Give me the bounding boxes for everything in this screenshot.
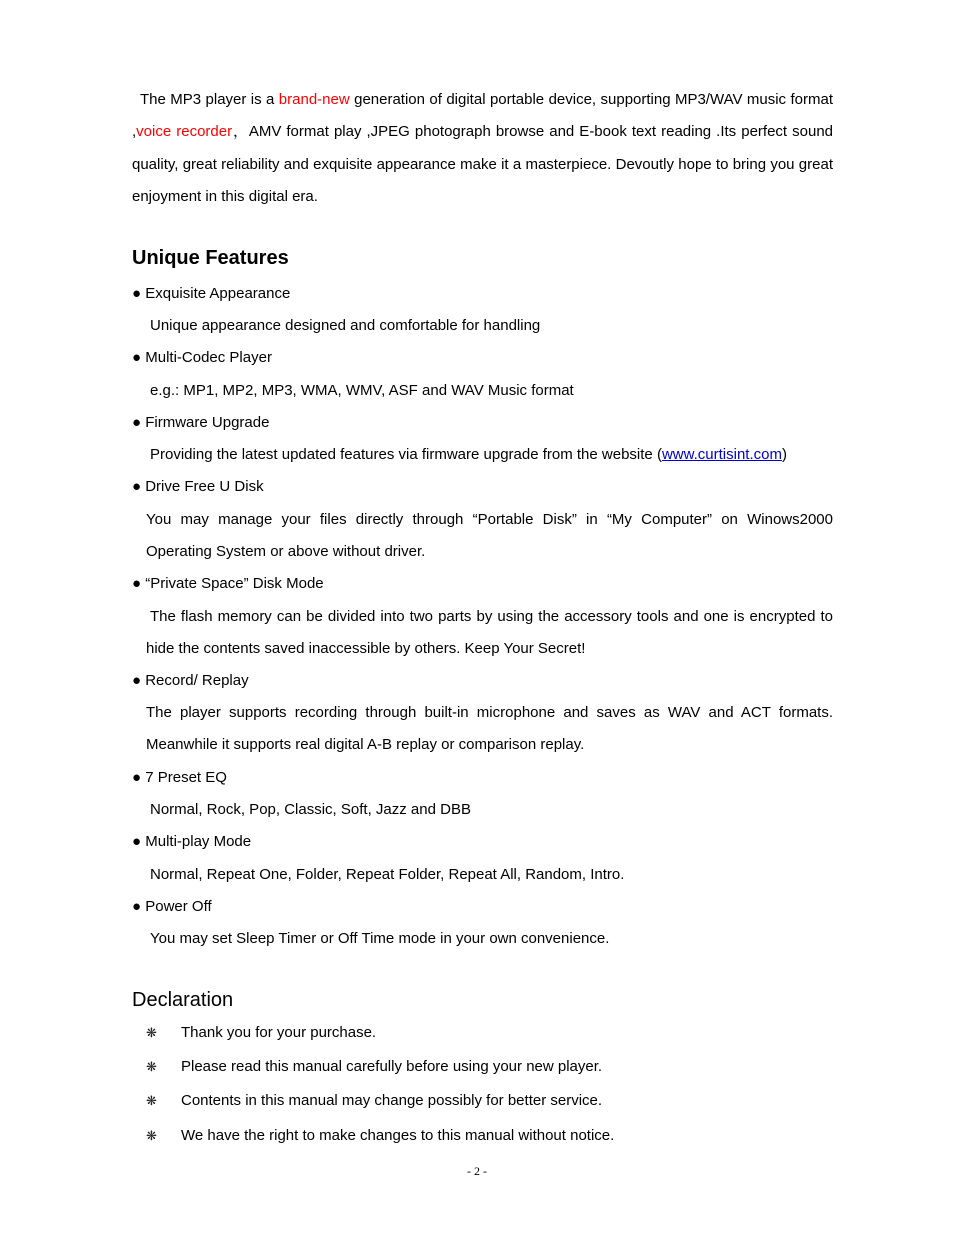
declaration-item: Thank you for your purchase. xyxy=(181,1024,377,1041)
feature-title: ● Multi-Codec Player xyxy=(132,349,272,366)
declaration-item: Please read this manual carefully before using your new player. xyxy=(181,1058,603,1075)
features-heading: Unique Features xyxy=(132,247,289,269)
feature-desc: The flash memory can be divided into two parts by using the accessory tools and one is encrypted to hide the contents saved inaccessible by others. Keep Your Secret! xyxy=(146,608,833,658)
intro-text-2: generation of digital portable device, supporting MP3/WAV music format , xyxy=(132,91,833,141)
star-bullet-icon: ❋ xyxy=(146,1059,157,1074)
feature-desc: You may set Sleep Timer or Off Time mode in your own convenience. xyxy=(150,930,610,947)
feature-title: ● Record/ Replay xyxy=(132,672,249,689)
intro-text-3: ，AMV format play ,JPEG photograph browse and E-book text reading .Its perfect sound quality, great reliability and exquisite appearance make it a masterpiece. Devoutly hope to bring you great enjoyment in this digital era. xyxy=(132,123,833,206)
intro-highlight-brand-new: brand-new xyxy=(278,91,350,108)
feature-desc xyxy=(150,446,787,463)
feature-desc: The player supports recording through built-in microphone and saves as WAV and ACT formats. Meanwhile it supports real digital A-B replay or comparison replay. xyxy=(146,704,833,754)
feature-title: ● Firmware Upgrade xyxy=(132,414,270,431)
declaration-item: We have the right to make changes to this manual without notice. xyxy=(181,1127,615,1144)
feature-title: ● Exquisite Appearance xyxy=(132,285,291,302)
website-link[interactable]: www.curtisint.com xyxy=(661,446,782,463)
star-bullet-icon: ❋ xyxy=(146,1128,157,1143)
declaration-item: Contents in this manual may change possibly for better service. xyxy=(181,1092,603,1109)
feature-desc: You may manage your files directly through “Portable Disk” in “My Computer” on Winows2000 Operating System or above without driver. xyxy=(146,511,833,561)
feature-desc: Normal, Rock, Pop, Classic, Soft, Jazz and DBB xyxy=(150,801,471,818)
feature-title: ● Power Off xyxy=(132,898,212,915)
feature-desc: e.g.: MP1, MP2, MP3, WMA, WMV, ASF and WAV Music format xyxy=(150,382,574,399)
feature-title: ● Drive Free U Disk xyxy=(132,478,264,495)
page-number: - 2 - xyxy=(467,1164,487,1178)
star-bullet-icon: ❋ xyxy=(146,1093,157,1108)
feature-desc: Normal, Repeat One, Folder, Repeat Folder, Repeat All, Random, Intro. xyxy=(150,866,625,883)
feature-title: ● 7 Preset EQ xyxy=(132,769,227,786)
star-bullet-icon: ❋ xyxy=(146,1025,157,1040)
intro-paragraph xyxy=(132,84,833,214)
firmware-desc-text: Providing the latest updated features via firmware upgrade from the website ( xyxy=(150,446,662,463)
feature-desc: Unique appearance designed and comfortable for handling xyxy=(150,317,541,334)
declaration-heading: Declaration xyxy=(132,989,234,1011)
feature-title: ● “Private Space” Disk Mode xyxy=(132,575,324,592)
intro-text-1: The MP3 player is a xyxy=(140,91,279,108)
feature-title: ● Multi-play Mode xyxy=(132,833,252,850)
firmware-desc-close: ) xyxy=(781,446,787,463)
intro-highlight-voice-recorder: voice recorder xyxy=(136,123,233,141)
